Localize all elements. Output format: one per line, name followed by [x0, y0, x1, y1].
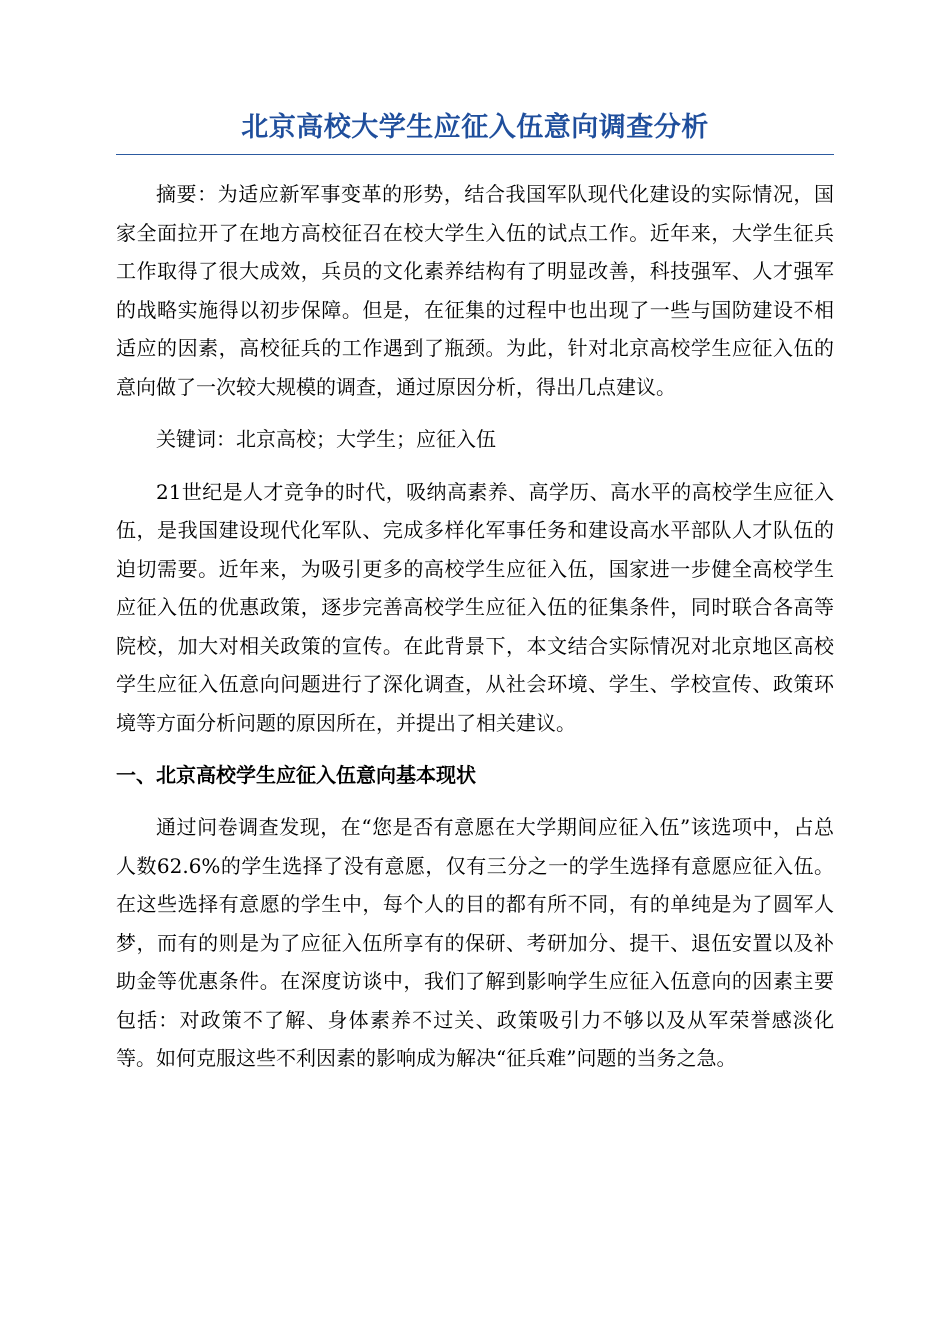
abstract-paragraph: 摘要：为适应新军事变革的形势，结合我国军队现代化建设的实际情况，国家全面拉开了在地方高校征召在校大学生入伍的试点工作。近年来，大学生征兵工作取得了很大成效，兵员的文化素养结构有了明显改善，科技强军、人才强军的战略实施得以初步保障。但是，在征集的过程中也出现了一些与国防建设不相适应的因素，高校征兵的工作遇到了瓶颈。为此，针对北京高校学生应征入伍的意向做了一次较大规模的调查，通过原因分析，得出几点建议。 [116, 182, 834, 399]
title-underline [116, 154, 834, 155]
document-title: 北京高校大学生应征入伍意向调查分析 [241, 112, 709, 143]
document-page [116, 108, 834, 1092]
intro-paragraph: 21世纪是人才竞争的时代，吸纳高素养、高学历、高水平的高校学生应征入伍，是我国建设现代化军队、完成多样化军事任务和建设高水平部队人才队伍的迫切需要。近年来，为吸引更多的高校学生应征入伍，国家进一步健全高校学生应征入伍的优惠政策，逐步完善高校学生应征入伍的征集条件，同时联合各高等院校，加大对相关政策的宣传。在此背景下，本文结合实际情况对北京地区高校学生应征入伍意向问题进行了深化调查，从社会环境、学生、学校宣传、政策环境等方面分析问题的原因所在，并提出了相关建议。 [116, 479, 834, 735]
section-1-paragraph: 通过问卷调查发现，在“您是否有意愿在大学期间应征入伍”该选项中，占总人数62.6%的学生选择了没有意愿，仅有三分之一的学生选择有意愿应征入伍。在这些选择有意愿的学生中，每个人的目的都有所不同，有的单纯是为了圆军人梦，而有的则是为了应征入伍所享有的保研、考研加分、提干、退伍安置以及补助金等优惠条件。在深度访谈中，我们了解到影响学生应征入伍意向的因素主要包括：对政策不了解、身体素养不过关、政策吸引力不够以及从军荣誉感淡化等。如何克服这些不利因素的影响成为解决“征兵难”问题的当务之急。 [116, 815, 834, 1070]
keywords-line: 关键词：北京高校；大学生；应征入伍 [156, 427, 496, 451]
section-1-heading: 一、北京高校学生应征入伍意向基本现状 [116, 763, 476, 787]
